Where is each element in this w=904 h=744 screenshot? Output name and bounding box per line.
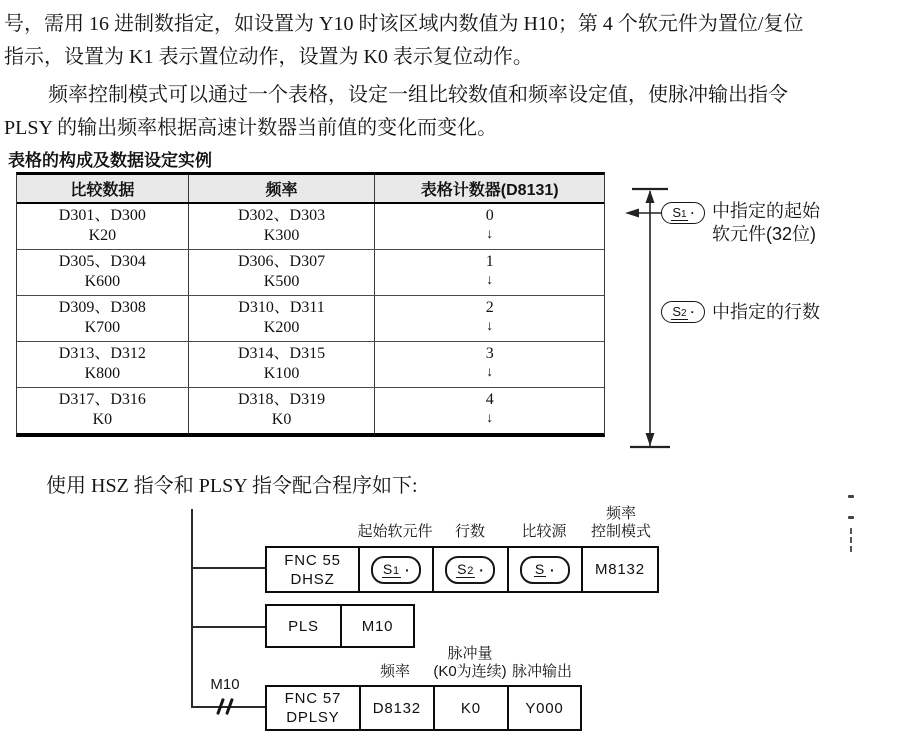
down-arrow-icon: ↓ — [486, 227, 494, 242]
s1-annotation: 中指定的起始 软元件(32位) — [712, 201, 820, 244]
rung1-header-compare-source: 比较源 — [521, 523, 567, 540]
down-arrow-icon: ↓ — [486, 319, 494, 334]
table-header-row — [17, 175, 604, 204]
cell-compare: D301、D300 K20 — [17, 204, 189, 249]
s2-operand-bubble: S 2 · — [445, 556, 495, 584]
rung1-header-rows: 行数 — [454, 523, 485, 540]
table-row — [17, 295, 604, 341]
cell-counter: 4 ↓ — [375, 388, 604, 433]
cell-frequency: D314、D315 K100 — [189, 342, 376, 387]
down-arrow-icon: ↓ — [486, 365, 494, 380]
frequency-table — [16, 172, 605, 437]
cell-frequency: D318、D319 K0 — [189, 388, 376, 433]
contact-label-m10: M10 — [210, 676, 240, 693]
rung1-wire — [192, 567, 265, 569]
edge-artifact — [848, 516, 854, 519]
table-title: 表格的构成及数据设定实例 — [8, 151, 212, 170]
down-arrow-icon: ↓ — [486, 411, 494, 426]
cell-counter: 0 ↓ — [375, 204, 604, 249]
table-header-compare: 比较数据 — [17, 175, 189, 202]
cell-frequency: D302、D303 K300 — [189, 204, 376, 249]
s1-operand-bubble: S 1 · — [661, 202, 705, 224]
cell-compare: D313、D312 K800 — [17, 342, 189, 387]
paragraph-line: 号，需用 16 进制数指定，如设置为 Y10 时该区域内数值为 H10；第 4 个软元件为置位/复位 — [4, 13, 804, 35]
dhsz-instruction-block — [265, 546, 659, 593]
s2-annotation: 中指定的行数 — [712, 302, 820, 322]
cell-compare: D309、D308 K700 — [17, 296, 189, 341]
rung1-header-frequency: 频率 — [605, 505, 636, 522]
rung1-header-control-mode: 控制模式 — [590, 523, 651, 540]
table-row — [17, 341, 604, 387]
rung1-header-start-device: 起始软元件 — [357, 523, 433, 540]
table-header-counter: 表格计数器(D8131) — [420, 182, 559, 199]
s2-operand-bubble: S 2 · — [661, 301, 705, 323]
table-row — [17, 204, 604, 249]
paragraph-line: 频率控制模式可以通过一个表格，设定一组比较数值和频率设定值，使脉冲输出指令 — [48, 84, 788, 106]
s1-operand-bubble: S 1 · — [371, 556, 421, 584]
dplsy-frequency-cell: D8132 — [359, 687, 433, 729]
cell-compare: D305、D304 K600 — [17, 250, 189, 295]
table-header-frequency: 频率 — [189, 175, 376, 202]
cell-counter: 3 ↓ — [375, 342, 604, 387]
operand-dot: · — [690, 206, 695, 220]
down-arrow-icon: ↓ — [486, 273, 494, 288]
cell-counter: 1 ↓ — [375, 250, 604, 295]
operand-dot: · — [690, 305, 695, 319]
dhsz-s-cell — [507, 548, 581, 591]
dhsz-s2-cell — [432, 548, 506, 591]
pls-operand-cell: M10 — [340, 606, 413, 646]
s-operand-bubble: S · — [520, 556, 570, 584]
dhsz-mode-cell: M8132 — [581, 548, 657, 591]
rung3-header-pulse-note: (K0为连续) — [433, 663, 507, 680]
table-row — [17, 387, 604, 433]
cell-counter: 2 ↓ — [375, 296, 604, 341]
paragraph-line: 指示，设置为 K1 表示置位动作，设置为 K0 表示复位动作。 — [4, 46, 533, 68]
dplsy-opcode-cell: FNC 57 DPLSY — [284, 690, 342, 726]
edge-artifact — [850, 528, 852, 552]
dplsy-instruction-block — [265, 685, 582, 731]
ladder-caption: 使用 HSZ 指令和 PLSY 指令配合程序如下: — [46, 475, 418, 497]
pls-opcode-cell: PLS — [288, 617, 319, 635]
pls-instruction-block — [265, 604, 415, 648]
cell-frequency: D306、D307 K500 — [189, 250, 376, 295]
ladder-left-rail — [191, 509, 193, 708]
dplsy-pulse-cell: K0 — [433, 687, 507, 729]
rung3-header-frequency: 频率 — [379, 663, 410, 680]
paragraph-line: PLSY 的输出频率根据高速计数器当前值的变化而变化。 — [4, 117, 498, 139]
edge-artifact — [848, 495, 854, 498]
dplsy-output-cell: Y000 — [507, 687, 580, 729]
cell-frequency: D310、D311 K200 — [189, 296, 376, 341]
dhsz-s1-cell — [358, 548, 432, 591]
rung2-wire — [192, 626, 265, 628]
dhsz-opcode-cell: FNC 55 DHSZ — [284, 551, 341, 588]
rung3-header-pulse-amount: 脉冲量 — [447, 645, 493, 662]
cell-compare: D317、D316 K0 — [17, 388, 189, 433]
table-row — [17, 249, 604, 295]
rung3-header-pulse-output: 脉冲输出 — [511, 663, 572, 680]
